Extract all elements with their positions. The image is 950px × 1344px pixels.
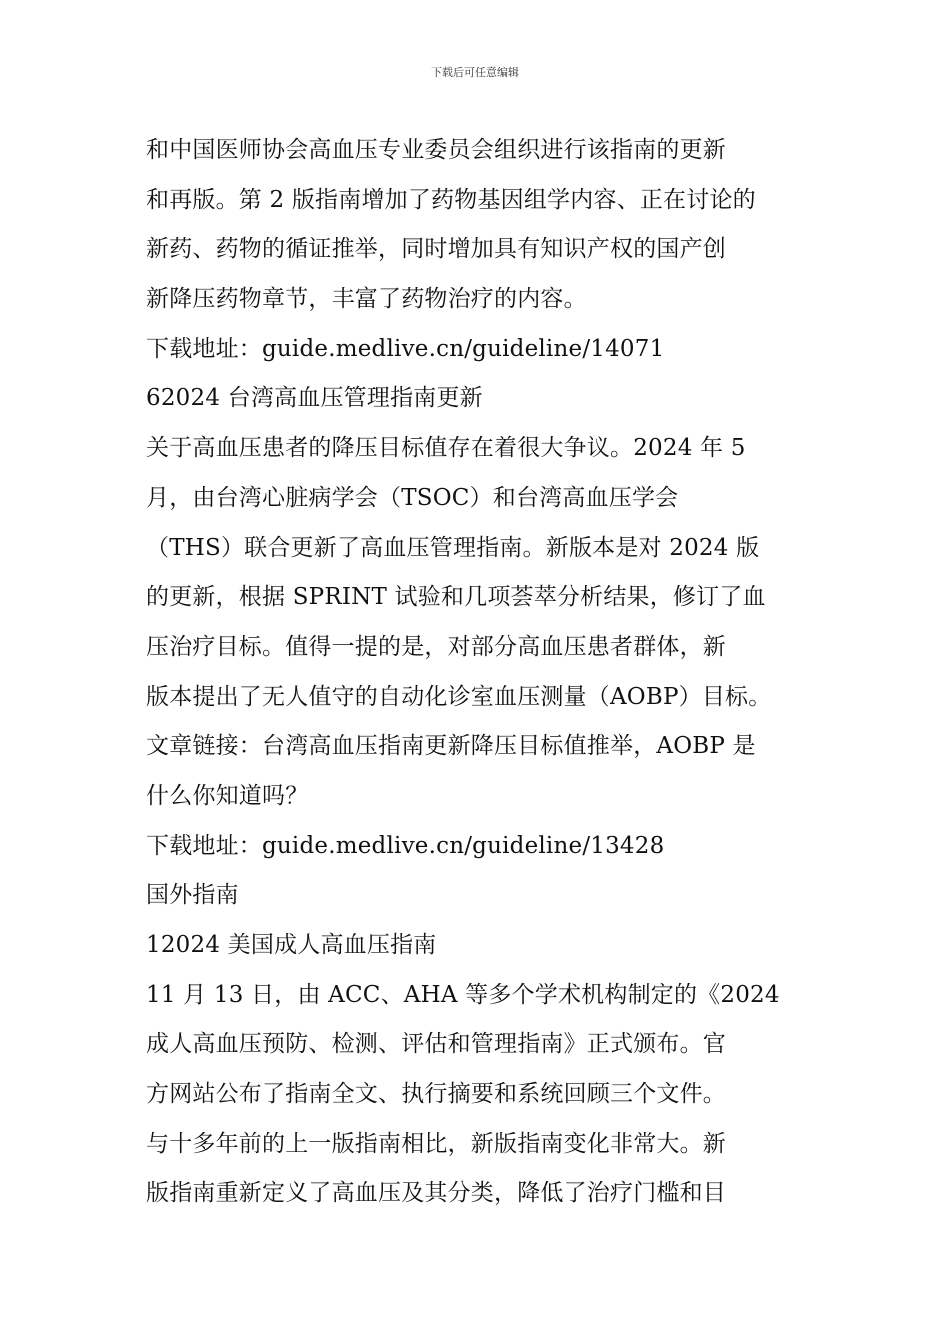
body-line: 版本提出了无人值守的自动化诊室血压测量（AOBP）目标。 xyxy=(146,683,772,710)
body-line: 与十多年前的上一版指南相比，新版指南变化非常大。新 xyxy=(146,1130,726,1157)
download-link-line: 下载地址：guide.medlive.cn/guideline/13428 xyxy=(146,832,665,859)
body-line: 方网站公布了指南全文、执行摘要和系统回顾三个文件。 xyxy=(146,1081,726,1108)
article-link-line: 文章链接：台湾高血压指南更新降压目标值推举，AOBP 是 xyxy=(146,733,756,760)
body-line: 的更新，根据 SPRINT 试验和几项荟萃分析结果，修订了血 xyxy=(146,584,766,611)
body-line: 和中国医师协会高血压专业委员会组织进行该指南的更新 xyxy=(146,137,726,163)
section-heading: 12024 美国成人高血压指南 xyxy=(146,932,437,958)
body-line: 新药、药物的循证推举，同时增加具有知识产权的国产创 xyxy=(146,236,726,263)
page-header: 下载后可任意编辑 xyxy=(431,66,519,79)
body-line: 成人高血压预防、检测、评估和管理指南》正式颁布。官 xyxy=(146,1031,726,1058)
body-line: 11 月 13 日，由 ACC、AHA 等多个学术机构制定的《2024 xyxy=(146,981,780,1008)
document-body xyxy=(146,126,826,1219)
download-link-line: 下载地址：guide.medlive.cn/guideline/14071 xyxy=(146,335,665,362)
body-line: 压治疗目标。值得一提的是，对部分高血压患者群体，新 xyxy=(146,633,726,660)
body-line: （THS）联合更新了高血压管理指南。新版本是对 2024 版 xyxy=(146,534,760,561)
section-heading: 62024 台湾高血压管理指南更新 xyxy=(146,385,483,412)
body-line: 关于高血压患者的降压目标值存在着很大争议。2024 年 5 xyxy=(146,435,746,462)
body-line: 和再版。第 2 版指南增加了药物基因组学内容、正在讨论的 xyxy=(146,186,756,213)
body-line: 新降压药物章节，丰富了药物治疗的内容。 xyxy=(146,286,587,313)
section-heading: 国外指南 xyxy=(146,882,239,909)
body-line: 什么你知道吗？ xyxy=(146,782,309,809)
body-line: 版指南重新定义了高血压及其分类，降低了治疗门槛和目 xyxy=(146,1180,726,1207)
body-line: 月，由台湾心脏病学会（TSOC）和台湾高血压学会 xyxy=(146,484,679,511)
